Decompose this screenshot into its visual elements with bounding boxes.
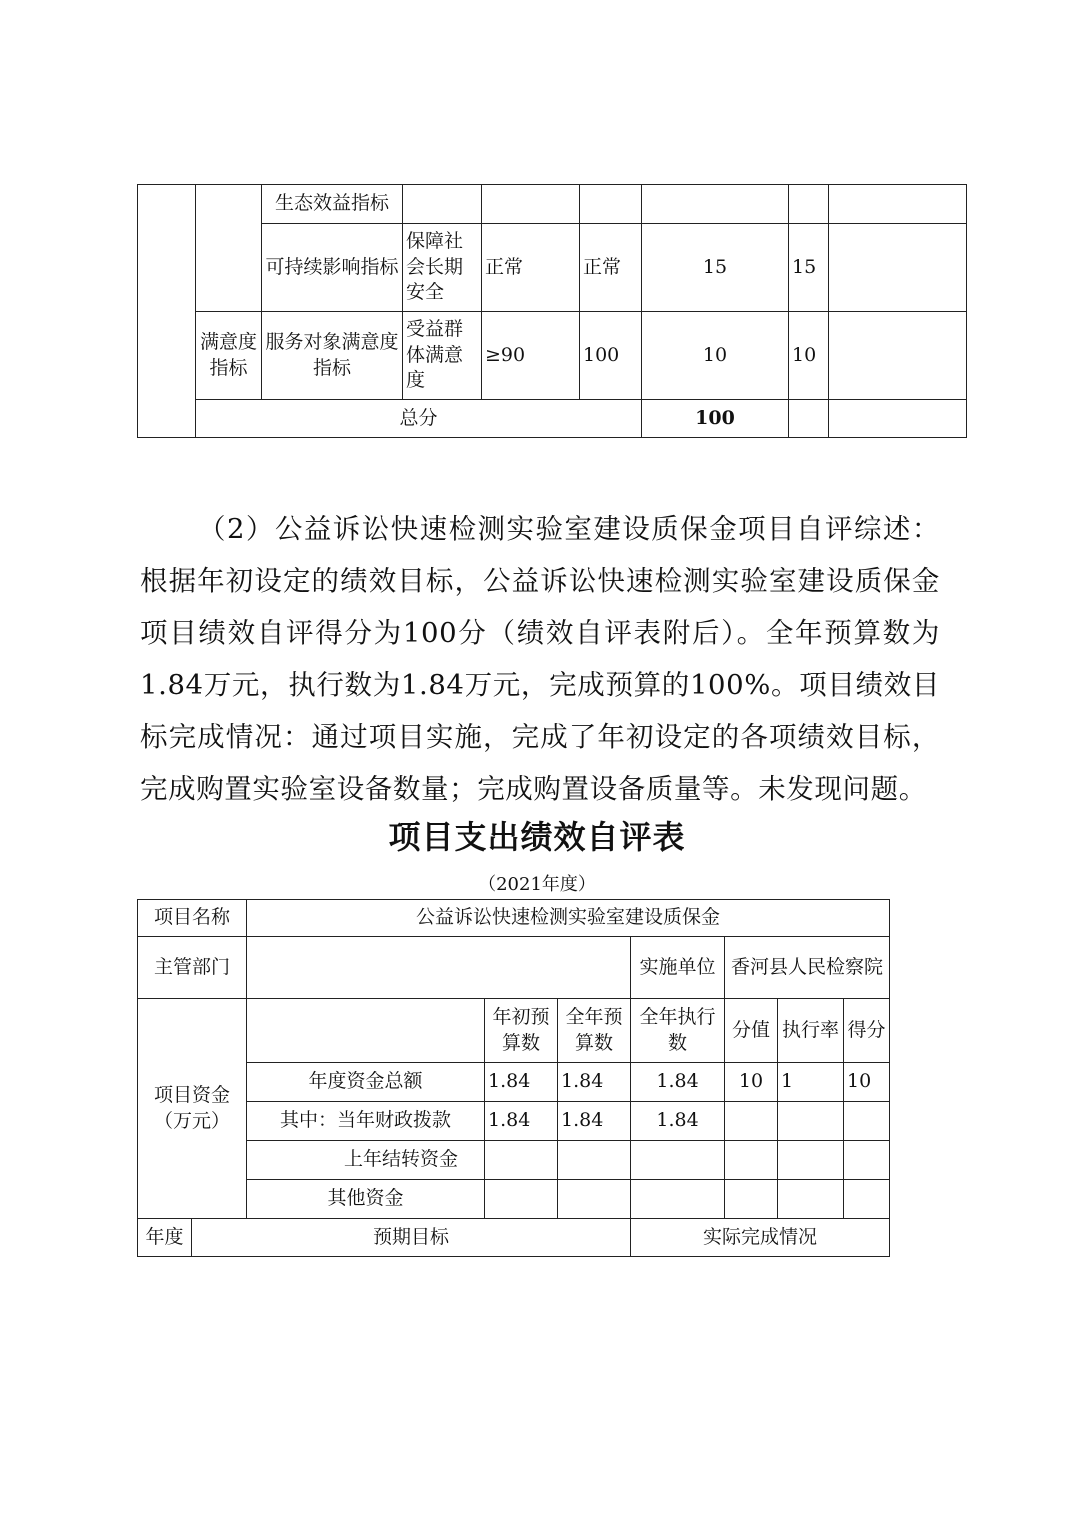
sustain-content: 保障社会长期安全 bbox=[403, 224, 482, 312]
hdr-executed: 全年执行数 bbox=[631, 999, 725, 1063]
form-year: （2021年度） bbox=[478, 874, 596, 895]
fund-row-weight: 10 bbox=[725, 1063, 778, 1102]
project-name-value: 公益诉讼快速检测实验室建设质保金 bbox=[247, 900, 890, 937]
total-value: 100 bbox=[642, 400, 789, 438]
summary-body: 根据年初设定的绩效目标，公益诉讼快速检测实验室建设质保金项目绩效自评得分为100分（绩效自评表附后）。全年预算数为1.84万元，执行数为1.84万元，完成预算的100%。项目绩效目标完成情况：通过项目实施，完成了年初设定的各项绩效目标，完成购置实验室设备数量；完成购置设备质量等。未发现问题。 bbox=[140, 565, 940, 805]
fund-row-initial: 1.84 bbox=[485, 1102, 558, 1141]
fund-row-score bbox=[844, 1102, 890, 1141]
self-evaluation-table bbox=[137, 899, 890, 1257]
dept-label: 主管部门 bbox=[138, 937, 247, 999]
fund-row-score: 10 bbox=[844, 1063, 890, 1102]
sustain-target: 正常 bbox=[482, 224, 580, 312]
satisfaction-indicator-label: 服务对象满意度指标 bbox=[262, 312, 403, 400]
form-title: 项目支出绩效自评表 bbox=[388, 818, 686, 856]
sustain-score: 15 bbox=[789, 224, 829, 312]
fund-row-initial: 1.84 bbox=[485, 1063, 558, 1102]
satisfaction-weight: 10 bbox=[642, 312, 789, 400]
summary-heading: （2）公益诉讼快速检测实验室建设质保金项目自评综述： bbox=[198, 513, 940, 545]
col-level2-cell bbox=[196, 185, 262, 312]
hdr-budget-initial: 年初预算数 bbox=[485, 999, 558, 1063]
hdr-weight: 分值 bbox=[725, 999, 778, 1063]
fund-row-label: 其他资金 bbox=[247, 1180, 485, 1219]
evaluation-summary bbox=[140, 503, 940, 815]
satisfaction-score: 10 bbox=[789, 312, 829, 400]
satisfaction-actual: 100 bbox=[580, 312, 642, 400]
goal-expected-label: 预期目标 bbox=[192, 1219, 631, 1257]
fund-row-full: 1.84 bbox=[558, 1063, 631, 1102]
funds-label: 项目资金（万元） bbox=[138, 999, 247, 1219]
total-label: 总分 bbox=[196, 400, 642, 438]
impl-label: 实施单位 bbox=[631, 937, 725, 999]
satisfaction-target: ≥90 bbox=[482, 312, 580, 400]
sustain-weight: 15 bbox=[642, 224, 789, 312]
fund-row-label: 上年结转资金 bbox=[247, 1141, 485, 1180]
dept-value bbox=[247, 937, 631, 999]
impl-value: 香河县人民检察院 bbox=[725, 937, 890, 999]
sustain-actual: 正常 bbox=[580, 224, 642, 312]
satisfaction-content: 受益群体满意度 bbox=[403, 312, 482, 400]
eco-indicator-label: 生态效益指标 bbox=[262, 185, 403, 224]
indicator-table bbox=[137, 184, 967, 438]
hdr-rate: 执行率 bbox=[778, 999, 844, 1063]
fund-row-rate bbox=[778, 1102, 844, 1141]
hdr-score: 得分 bbox=[844, 999, 890, 1063]
project-name-label: 项目名称 bbox=[138, 900, 247, 937]
fund-row-full: 1.84 bbox=[558, 1102, 631, 1141]
satisfaction-category: 满意度指标 bbox=[196, 312, 262, 400]
fund-row-executed: 1.84 bbox=[631, 1102, 725, 1141]
fund-row-weight bbox=[725, 1102, 778, 1141]
goal-actual-label: 实际完成情况 bbox=[631, 1219, 890, 1257]
hdr-budget-full: 全年预算数 bbox=[558, 999, 631, 1063]
fund-row-label: 年度资金总额 bbox=[247, 1063, 485, 1102]
fund-row-executed: 1.84 bbox=[631, 1063, 725, 1102]
goal-year-label: 年度 bbox=[138, 1219, 192, 1257]
col-level1-cell bbox=[138, 185, 196, 438]
fund-row-rate: 1 bbox=[778, 1063, 844, 1102]
sustain-indicator-label: 可持续影响指标 bbox=[262, 224, 403, 312]
fund-row-label: 其中：当年财政拨款 bbox=[247, 1102, 485, 1141]
